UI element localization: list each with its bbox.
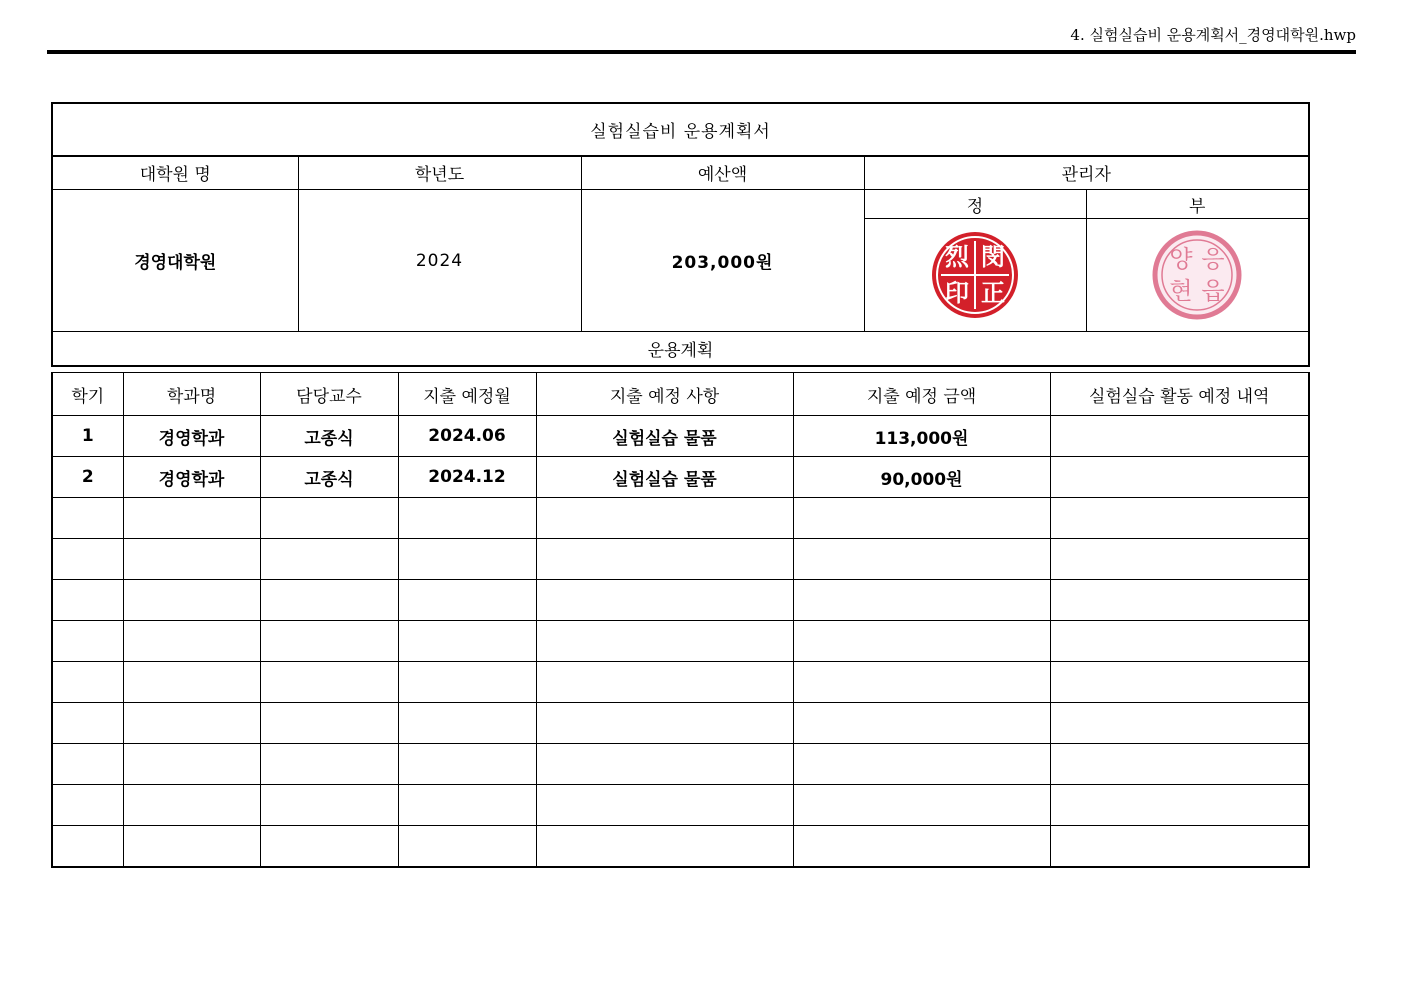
table-cell: [1050, 662, 1309, 703]
column-header: 담당교수: [260, 373, 398, 416]
table-cell: [52, 621, 123, 662]
table-row: [52, 498, 1309, 539]
table-cell: [52, 662, 123, 703]
table-cell: [536, 785, 793, 826]
table-row: [52, 416, 1309, 457]
document-filename: 4. 실험실습비 운용계획서_경영대학원.hwp: [1070, 26, 1356, 44]
primary-seal-icon: [929, 229, 1021, 321]
table-cell: [52, 826, 123, 867]
table-cell: [123, 703, 260, 744]
table-cell: [793, 826, 1050, 867]
table-cell: 1: [52, 416, 123, 457]
table-cell: 실험실습 물품: [536, 457, 793, 498]
table-cell: [52, 744, 123, 785]
table-cell: [536, 662, 793, 703]
label-budget-cell: 예산액: [581, 156, 864, 190]
table-cell: [1050, 826, 1309, 867]
table-cell: [260, 621, 398, 662]
seal-char: 烈: [945, 242, 969, 271]
table-row: [52, 826, 1309, 867]
table-cell: 실험실습 물품: [536, 416, 793, 457]
table-cell: [260, 498, 398, 539]
column-header: 학과명: [123, 373, 260, 416]
seal-char: 양: [1169, 245, 1193, 273]
table-cell: [123, 744, 260, 785]
table-cell: [398, 621, 536, 662]
table-cell: [793, 621, 1050, 662]
table-cell: [123, 826, 260, 867]
table-cell: [536, 621, 793, 662]
seal-char: 印: [945, 278, 969, 307]
table-cell: [1050, 621, 1309, 662]
grad-school-value: 경영대학원: [52, 190, 298, 332]
table-cell: [260, 826, 398, 867]
seal-char: 읍: [1201, 277, 1225, 305]
table-cell: [793, 580, 1050, 621]
table-cell: [398, 703, 536, 744]
table-cell: [1050, 744, 1309, 785]
table-cell: [123, 621, 260, 662]
table-cell: [1050, 539, 1309, 580]
seal-char: 閔: [981, 242, 1005, 271]
table-cell: [536, 580, 793, 621]
table-cell: [123, 539, 260, 580]
table-cell: [123, 580, 260, 621]
secondary-seal-icon: [1145, 229, 1249, 321]
year-value: 2024: [298, 190, 581, 332]
table-cell: [398, 580, 536, 621]
table-cell: [1050, 703, 1309, 744]
table-cell: [536, 539, 793, 580]
table-cell: [398, 826, 536, 867]
table-cell: [260, 703, 398, 744]
table-cell: [260, 785, 398, 826]
table-cell: 90,000원: [793, 457, 1050, 498]
table-cell: 113,000원: [793, 416, 1050, 457]
table-cell: [1050, 498, 1309, 539]
table-cell: [52, 580, 123, 621]
seal-char: 正: [981, 278, 1005, 307]
table-cell: [52, 703, 123, 744]
table-row: [52, 785, 1309, 826]
table-cell: [536, 498, 793, 539]
table-row: [52, 744, 1309, 785]
column-header: 지출 예정 금액: [793, 373, 1050, 416]
info-table: [51, 155, 1310, 367]
table-cell: 고종식: [260, 416, 398, 457]
table-cell: [536, 744, 793, 785]
table-cell: [1050, 785, 1309, 826]
table-cell: [793, 662, 1050, 703]
table-row: [52, 703, 1309, 744]
table-cell: [260, 539, 398, 580]
table-cell: [398, 662, 536, 703]
label-plan: 운용계획: [52, 332, 1309, 366]
table-cell: [1050, 416, 1309, 457]
table-cell: [260, 662, 398, 703]
budget-value: 203,000원: [581, 190, 864, 332]
table-cell: [123, 785, 260, 826]
table-cell: [1050, 580, 1309, 621]
header-rule: [47, 50, 1356, 54]
table-cell: 2: [52, 457, 123, 498]
table-row: [52, 621, 1309, 662]
column-header: 지출 예정월: [398, 373, 536, 416]
table-cell: [398, 498, 536, 539]
table-cell: [52, 539, 123, 580]
table-cell: 경영학과: [123, 416, 260, 457]
table-cell: [398, 539, 536, 580]
table-row: [52, 580, 1309, 621]
table-cell: [123, 662, 260, 703]
table-cell: [260, 580, 398, 621]
table-cell: 고종식: [260, 457, 398, 498]
secondary-seal-cell: [1086, 219, 1309, 332]
table-cell: [793, 785, 1050, 826]
table-cell: [793, 744, 1050, 785]
primary-seal-cell: [864, 219, 1086, 332]
table-row: [52, 457, 1309, 498]
label-secondary: 부: [1086, 190, 1309, 219]
column-header: 실험실습 활동 예정 내역: [1050, 373, 1309, 416]
table-cell: [123, 498, 260, 539]
label-year-cell: 학년도: [298, 156, 581, 190]
column-header: 지출 예정 사항: [536, 373, 793, 416]
table-cell: [52, 498, 123, 539]
label-manager-cell: 관리자: [864, 156, 1309, 190]
label-primary: 정: [864, 190, 1086, 219]
table-cell: [52, 785, 123, 826]
table-cell: 2024.12: [398, 457, 536, 498]
table-cell: [398, 785, 536, 826]
seal-char: 현: [1169, 277, 1193, 305]
table-cell: [793, 539, 1050, 580]
table-row: [52, 662, 1309, 703]
table-cell: [793, 498, 1050, 539]
table-row: [52, 539, 1309, 580]
table-cell: [536, 703, 793, 744]
table-cell: [260, 744, 398, 785]
table-cell: 2024.06: [398, 416, 536, 457]
label-grad-school-cell: 대학원 명: [52, 156, 298, 190]
column-header: 학기: [52, 373, 123, 416]
plan-header-row: [52, 373, 1309, 416]
table-cell: [793, 703, 1050, 744]
plan-table: [51, 372, 1310, 868]
table-cell: 경영학과: [123, 457, 260, 498]
seal-char: 응: [1201, 245, 1225, 273]
table-cell: [398, 744, 536, 785]
table-cell: [1050, 457, 1309, 498]
form-title: 실험실습비 운용계획서: [52, 103, 1309, 156]
plan-form-table: [51, 102, 1310, 157]
table-cell: [536, 826, 793, 867]
